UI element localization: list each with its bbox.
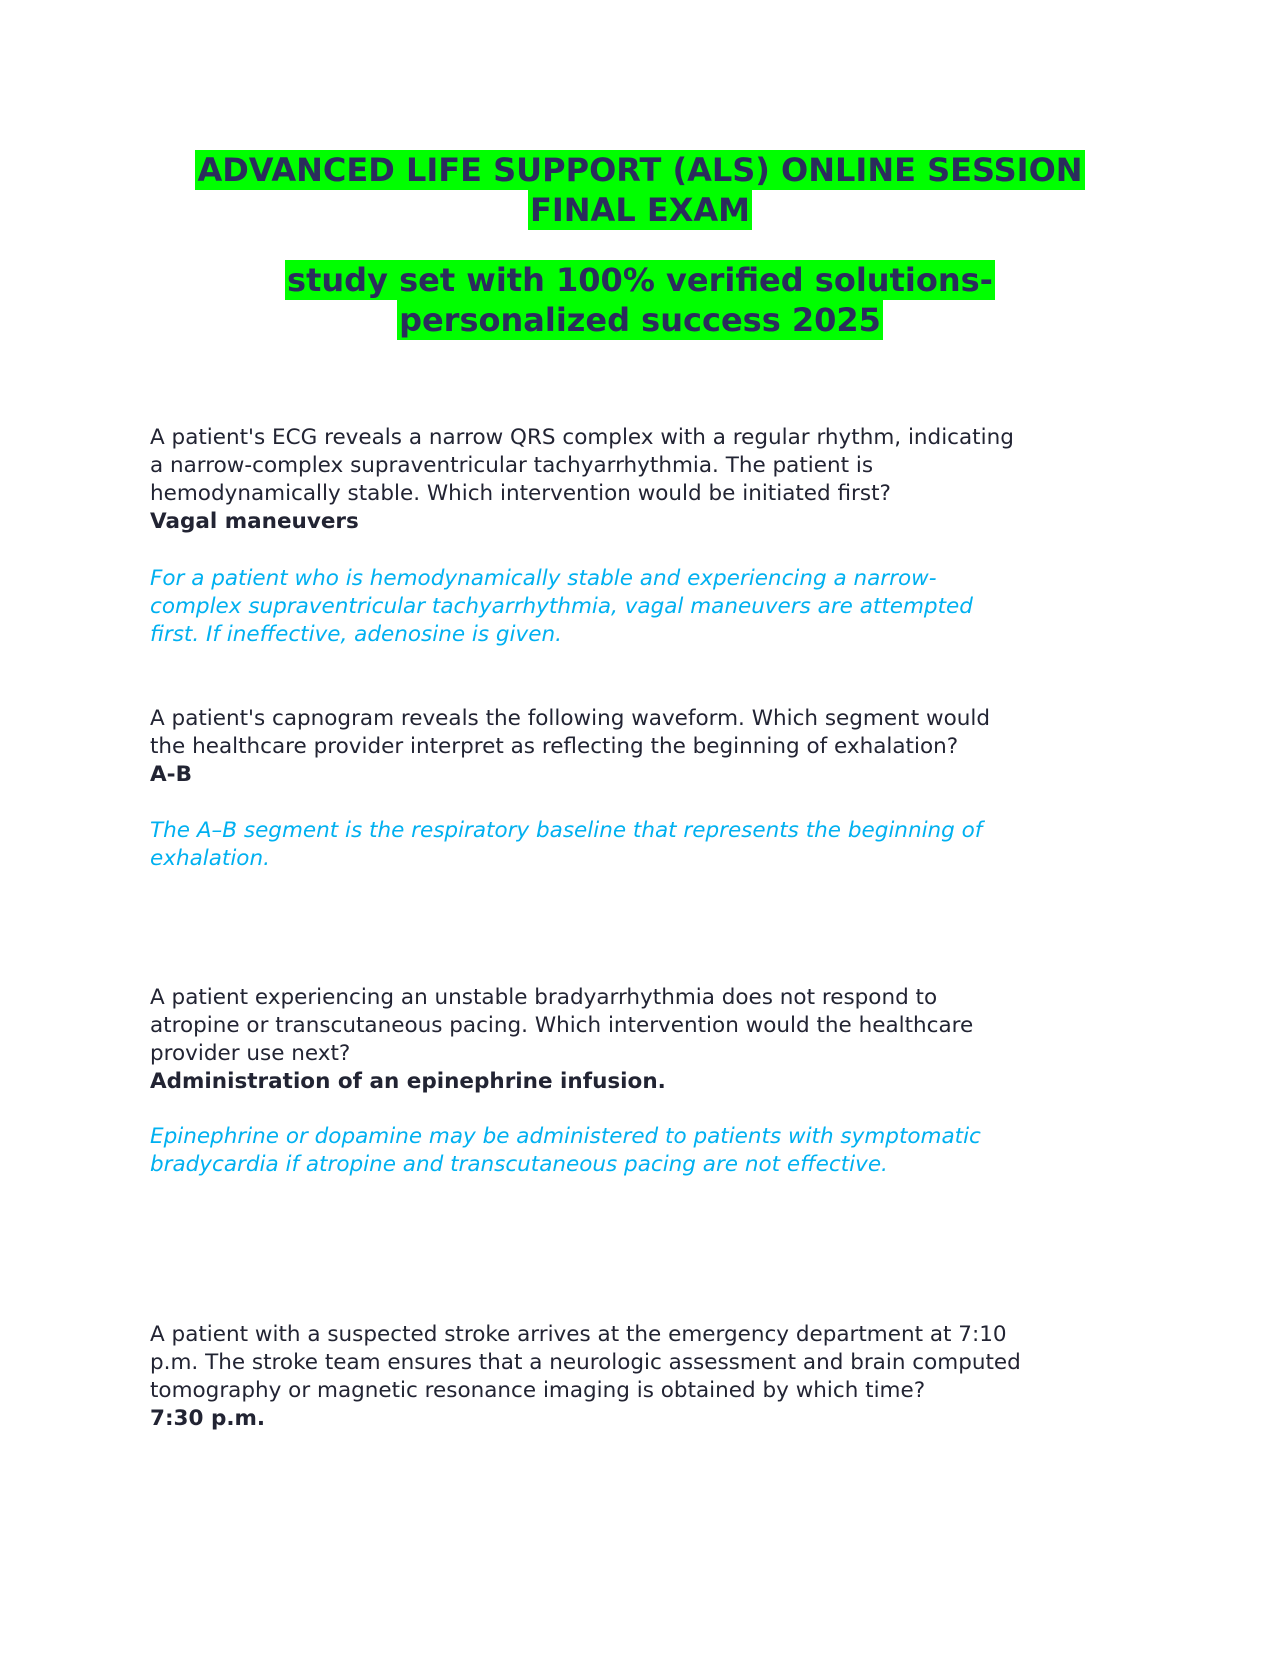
document-subtitle [0, 260, 1280, 340]
question-text: hemodynamically stable. Which intervention would be initiated first? [150, 481, 891, 506]
question-text: atropine or transcutaneous pacing. Which intervention would the healthcare [150, 1013, 974, 1038]
question-block-2 [150, 705, 1150, 789]
answer-text: Vagal maneuvers [150, 509, 359, 534]
question-text: p.m. The stroke team ensures that a neurologic assessment and brain computed [150, 1350, 1021, 1375]
explanation-text: first. If ineffective, adenosine is given. [150, 622, 562, 647]
document-title [0, 150, 1280, 230]
explanation-text: Epinephrine or dopamine may be administered to patients with symptomatic [150, 1124, 981, 1149]
title-line: FINAL EXAM [530, 191, 750, 229]
explanation-text: The A–B segment is the respiratory baseline that represents the beginning of [150, 818, 983, 843]
question-block-3 [150, 984, 1150, 1096]
subtitle-line: study set with 100% verified solutions- [287, 261, 993, 299]
explanation-text: complex supraventricular tachyarrhythmia, vagal maneuvers are attempted [150, 594, 973, 619]
answer-text: A-B [150, 762, 192, 787]
question-text: A patient's capnogram reveals the following waveform. Which segment would [150, 706, 990, 731]
explanation-block-3 [150, 1123, 1150, 1179]
explanation-block-2 [150, 817, 1150, 873]
question-text: provider use next? [150, 1041, 351, 1066]
question-text: A patient with a suspected stroke arrives at the emergency department at 7:10 [150, 1322, 1007, 1347]
question-block-4 [150, 1321, 1150, 1433]
question-text: A patient experiencing an unstable bradyarrhythmia does not respond to [150, 985, 938, 1010]
question-text: a narrow-complex supraventricular tachyarrhythmia. The patient is [150, 453, 874, 478]
explanation-text: bradycardia if atropine and transcutaneous pacing are not effective. [150, 1152, 888, 1177]
explanation-text: For a patient who is hemodynamically stable and experiencing a narrow- [150, 566, 937, 591]
question-text: A patient's ECG reveals a narrow QRS complex with a regular rhythm, indicating [150, 425, 1014, 450]
subtitle-line: personalized success 2025 [399, 301, 881, 339]
question-block-1 [150, 424, 1150, 536]
answer-text: Administration of an epinephrine infusion. [150, 1069, 666, 1094]
question-text: the healthcare provider interpret as reflecting the beginning of exhalation? [150, 734, 959, 759]
title-line: ADVANCED LIFE SUPPORT (ALS) ONLINE SESSION [197, 151, 1083, 189]
question-text: tomography or magnetic resonance imaging is obtained by which time? [150, 1378, 926, 1403]
answer-text: 7:30 p.m. [150, 1406, 266, 1431]
explanation-block-1 [150, 565, 1150, 649]
explanation-text: exhalation. [150, 846, 270, 871]
